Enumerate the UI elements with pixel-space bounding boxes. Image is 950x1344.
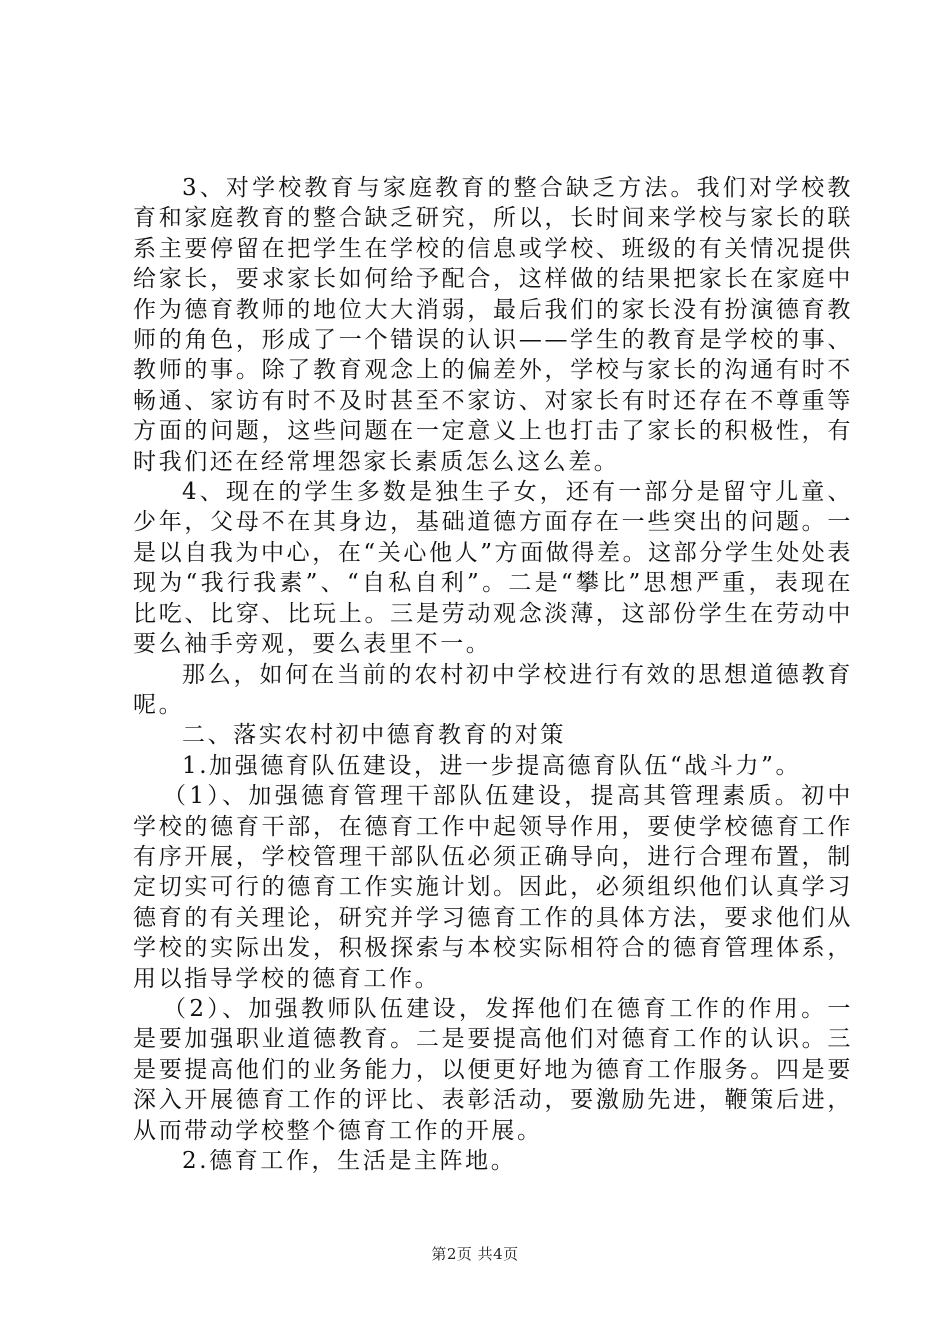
paragraph-transition-question: 那么，如何在当前的农村初中学校进行有效的思想道德教育呢。 <box>133 661 853 718</box>
section-heading-countermeasures: 二、落实农村初中德育教育的对策 <box>182 722 566 749</box>
paragraph-student-problems: 4、现在的学生多数是独生子女，还有一部分是留守儿童、少年，父母不在其身边，基础道德方面存在一些突出的问题。一是以自我为中心，在“关心他人”方面做得差。这部分学生处处表现为“我行我素”、“自私自利”。二是“攀比”思想严重，表现在比吃、比穿、比玩上。三是劳动观念淡薄，这部份学生在劳动中要么袖手旁观，要么表里不一。 <box>133 479 853 658</box>
paragraph-management-cadre: （1）、加强德育管理干部队伍建设，提高其管理素质。初中学校的德育干部，在德育工作中起领导作用，要使学校德育工作有序开展，学校管理干部队伍必须正确导向，进行合理布置，制定切实可行的德育工作实施计划。因此，必须组织他们认真学习德育的有关理论，研究并学习德育工作的具体方法，要求他们从学校的实际出发，积极探索与本校实际相符合的德育管理体系，用以指导学校的德育工作。 <box>133 783 853 992</box>
subheading-life-main-front: 2.德育工作，生活是主阵地。 <box>182 1148 517 1174</box>
paragraph-school-family-integration: 3、对学校教育与家庭教育的整合缺乏方法。我们对学校教育和家庭教育的整合缺乏研究，所以，长时间来学校与家长的联系主要停留在把学生在学校的信息或学校、班级的有关情况提供给家长，要求家长如何给予配合，这样做的结果把家长在家庭中作为德育教师的地位大大消弱，最后我们的家长没有扮演德育教师的角色，形成了一个错误的认识——学生的教育是学校的事、教师的事。除了教育观念上的偏差外，学校与家长的沟通有时不畅通、家访有时不及时甚至不家访、对家长有时还存在不尊重等方面的问题，这些问题在一定意义上也打击了家长的积极性，有时我们还在经常埋怨家长素质怎么这么差。 <box>133 175 853 475</box>
page-footer: 第2页 共4页 <box>431 1245 519 1263</box>
paragraph-teacher-team: （2）、加强教师队伍建设，发挥他们在德育工作的作用。一是要加强职业道德教育。二是要提高他们对德育工作的认识。三是要提高他们的业务能力，以便更好地为德育工作服务。四是要深入开展德育工作的评比、表彰活动，要激励先进，鞭策后进，从而带动学校整个德育工作的开展。 <box>133 995 853 1144</box>
subheading-team-building: 1.加强德育队伍建设，进一步提高德育队伍“战斗力”。 <box>182 752 802 779</box>
document-body <box>133 173 853 1176</box>
